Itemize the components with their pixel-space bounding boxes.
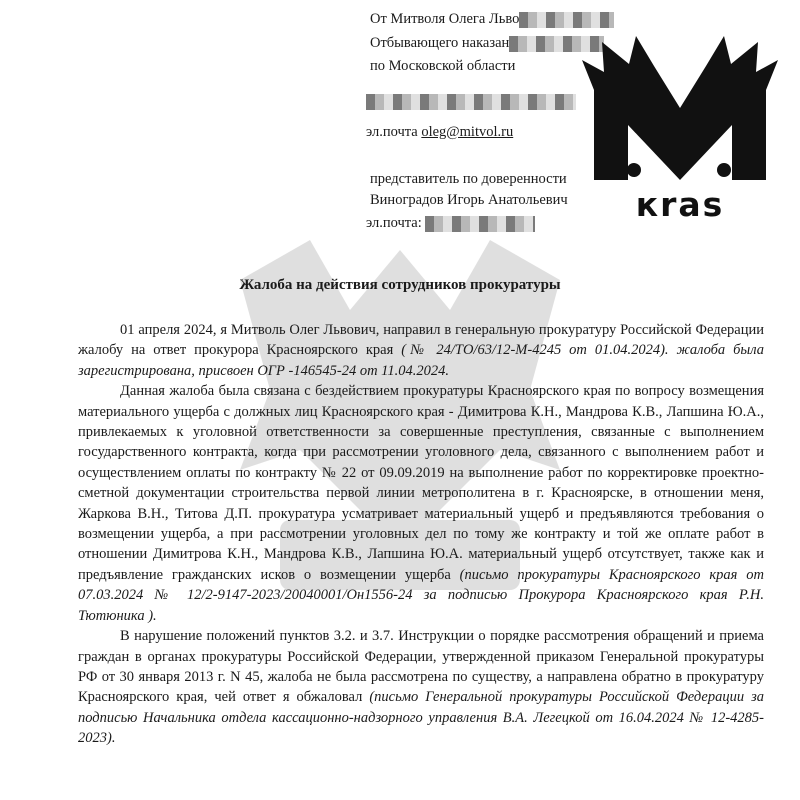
paragraph-3-citation: (письмо Генеральной прокуратуры Российской Федерации за подписью Начальника отдела кассационно-надзорного управления В.А. Легецкой от 16.04.2024 № 12-4285-2023).	[78, 689, 764, 747]
document-body	[78, 320, 764, 749]
paragraph-3-text: В нарушение положений пунктов 3.2. и 3.7. Инструкции о порядке рассмотрения обращений и приема граждан в органах прокуратуры Российской Федерации, утвержденной приказом Генеральной прокуратуры РФ от 30 января 2013 г. N 45, жалоба не была рассмотрена по существу, а направлена обратно в прокуратуру Красноярского края, чей ответ я обжаловал	[78, 628, 764, 706]
rep-email-label: эл.почта:	[366, 215, 422, 231]
sender-status-line	[370, 34, 604, 52]
paragraph-1-text: 01 апреля 2024, я Митволь Олег Львович, направил в генеральную прокуратуру Российской Федерации жалобу на ответ прокурора Красноярского края	[78, 322, 764, 359]
mascot-icon	[574, 30, 786, 190]
sender-status: Отбывающего наказан	[370, 35, 510, 51]
email-label: эл.почта	[366, 124, 418, 140]
redacted-block	[425, 216, 535, 232]
logo-text: кras	[635, 185, 725, 224]
paragraph-1	[78, 320, 764, 381]
sender-email-link[interactable]: oleg@mitvol.ru	[421, 124, 514, 140]
paragraph-2	[78, 381, 764, 626]
sender-line	[370, 10, 614, 28]
sender-name: От Митволя Олега Льво	[370, 11, 520, 27]
sender-email-line	[366, 123, 513, 141]
representative-email-line	[366, 214, 535, 232]
sender-region: по Московской области	[370, 58, 516, 74]
redacted-line	[366, 92, 576, 110]
paragraph-2-citation: (письмо прокуратуры Красноярского края от 07.03.2024 № 12/2-9147-2023/20040001/Он1556-24 за подписью Прокурора Красноярского края Р.Н. Тютюника ).	[78, 566, 764, 624]
paragraph-1-citation: (№ 24/ТО/63/12-М-4245 от 01.04.2024). жалоба была зарегистрирована, присвоен ОГР -146545-24 от 11.04.2024.	[78, 342, 764, 379]
redacted-block	[366, 94, 576, 110]
redacted-block	[519, 12, 614, 28]
paragraph-3	[78, 626, 764, 748]
paragraph-2-text: Данная жалоба была связана с бездействием прокуратуры Красноярского края по вопросу возмещения материального ущерба с должных лиц Красноярского края - Димитрова К.Н., Мандрова К.В., Лапшина Ю.А., привлекаемых к уголовной ответственности за совершенные преступления, связанные с выполнением государственного контракта, когда при рассмотрении уголовного дела, связанного с выполнением работ и осуществлением оплаты по контракту № 22 от 09.09.2019 на выполнение работ по корректировке проектно-сметной документации строительства первой линии метрополитена в г. Красноярске, в отношении меня, Жаркова В.Н., Титова Д.П. прокуратура усматривает материальный ущерб и предъявляются требования о возмещении ущерба, а при рассмотрении уголовных дел по тому же контракту и той же оплате работ в отношении Димитрова К.Н., Мандрова К.В., Лапшина Ю.А. материальный ущерб отсутствует, также как и предъявление гражданских исков о возмещении ущерба	[78, 383, 764, 583]
representative-label: представитель по доверенности	[370, 171, 567, 187]
document-title: Жалоба на действия сотрудников прокуратуры	[239, 277, 561, 293]
kras-logo	[574, 30, 786, 252]
representative-name: Виноградов Игорь Анатольевич	[370, 192, 568, 208]
